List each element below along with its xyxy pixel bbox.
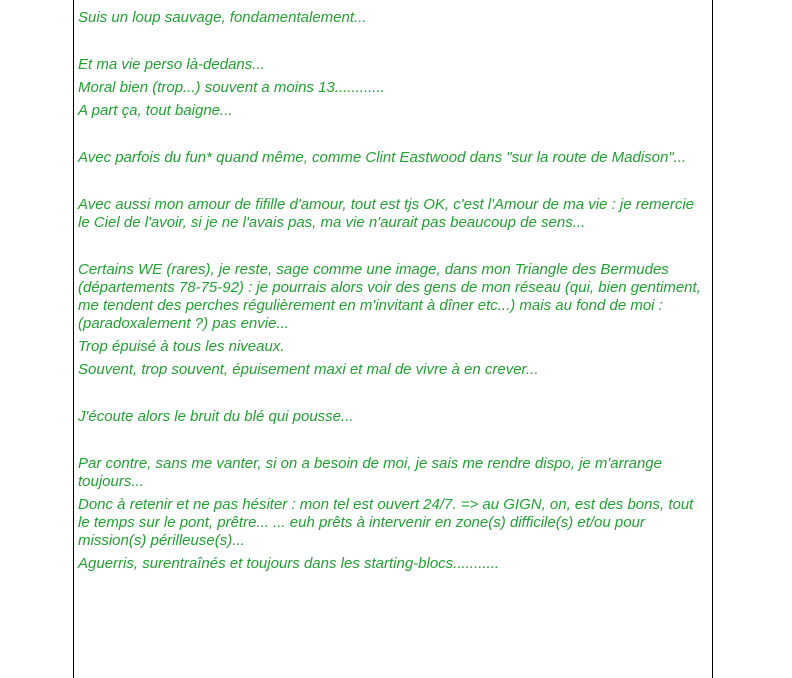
- document-page: [73, 0, 713, 678]
- paragraph-5: Avec parfois du fun* quand même, comme Clint Eastwood dans "sur la route de Madison"...: [78, 149, 687, 166]
- paragraph-9: Souvent, trop souvent, épuisement maxi et mal de vivre à en crever...: [78, 361, 539, 378]
- document-body: [78, 9, 706, 578]
- paragraph-6: Avec aussi mon amour de fifille d'amour, tout est tjs OK, c'est l'Amour de ma vie : je remercie le Ciel de l'avoir, si je ne l'avais pas, ma vie n'aurait pas beaucoup de sens...: [78, 196, 695, 231]
- paragraph-1: Suis un loup sauvage, fondamentalement...: [78, 9, 367, 26]
- paragraph-11: Par contre, sans me vanter, si on a besoin de moi, je sais me rendre dispo, je m'arrange toujours...: [78, 455, 662, 490]
- paragraph-3: Moral bien (trop...) souvent a moins 13............: [78, 79, 385, 96]
- paragraph-10: J'écoute alors le bruit du blé qui pousse...: [78, 408, 354, 425]
- paragraph-2: Et ma vie perso là-dedans...: [78, 56, 265, 73]
- paragraph-13: Aguerris, surentraînés et toujours dans les starting-blocs...........: [78, 555, 500, 572]
- paragraph-7: Certains WE (rares), je reste, sage comme une image, dans mon Triangle des Bermudes (départements 78-75-92) : je pourrais alors voir des gens de mon réseau (qui, bien gentiment, me tendent des perches régulièrement en m'invitant à dîner etc...) mais au fond de moi : (paradoxalement ?) pas envie...: [78, 261, 701, 332]
- paragraph-8: Trop épuisé à tous les niveaux.: [78, 338, 285, 355]
- paragraph-4: A part ça, tout baigne...: [78, 102, 233, 119]
- paragraph-12: Donc à retenir et ne pas hésiter : mon tel est ouvert 24/7. => au GIGN, on, est des bons, tout le temps sur le pont, prêtre... ... euh prêts à intervenir en zone(s) difficile(s) et/ou pour mission(s) périlleuse(s)...: [78, 496, 694, 549]
